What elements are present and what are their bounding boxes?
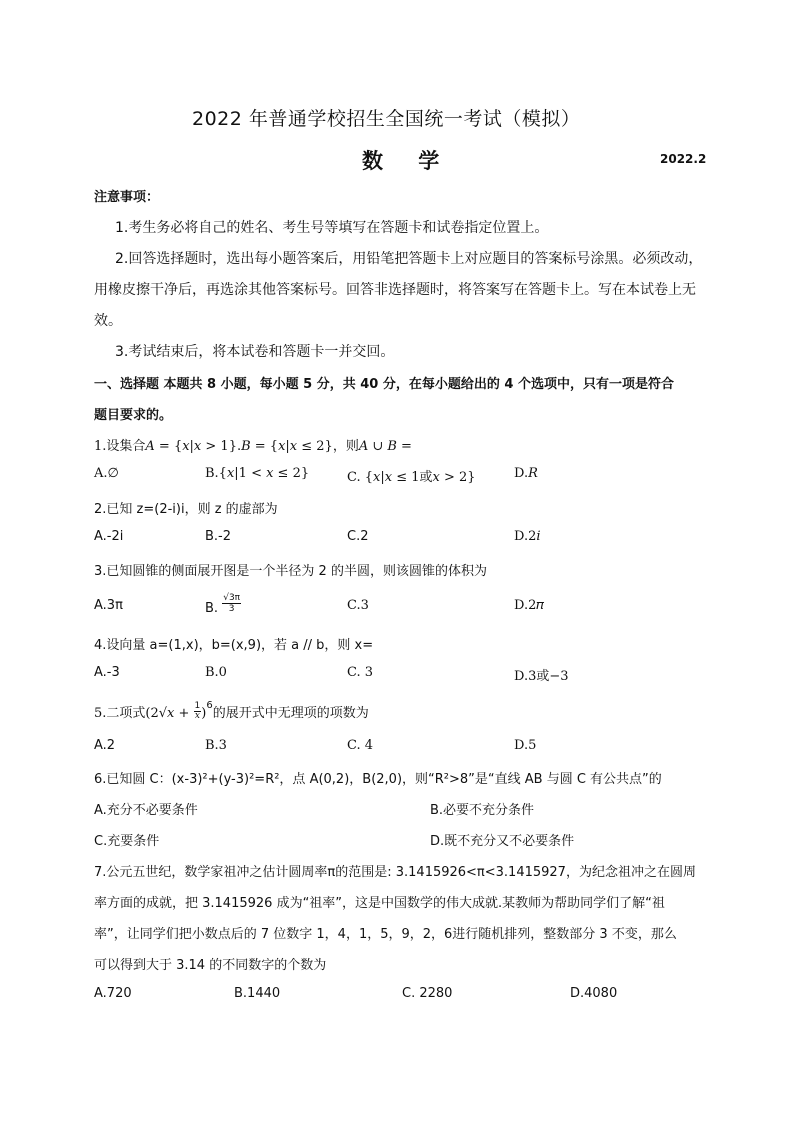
q4-option-a: A.-3 [94, 665, 120, 680]
question-3-stem: 3.已知圆锥的侧面展开图是一个半径为 2 的半圆，则该圆锥的体积为 [94, 564, 487, 579]
q5-option-a: A.2 [94, 738, 116, 753]
note-item-2-line-2: 用橡皮擦干净后，再选涂其他答案标号。回答非选择题时，将答案写在答题卡上。写在本试卷上无 [94, 282, 696, 298]
q3-option-b-denominator: 3 [228, 604, 235, 614]
question-7-line-2: 率方面的成就，把 3.1415926 成为“祖率”，这是中国数学的伟大成就.某教师为帮助同学们了解“祖 [94, 896, 665, 911]
q5-option-b: B.3 [205, 738, 227, 753]
q2-option-b: B.-2 [205, 529, 232, 544]
q7-option-b: B.1440 [234, 986, 281, 1001]
q5-stem-close: ) [201, 706, 207, 721]
q5-option-c: C. 4 [347, 738, 374, 753]
question-2-stem: 2.已知 z=(2-i)i，则 z 的虚部为 [94, 502, 278, 517]
q7-option-a: A.720 [94, 986, 132, 1001]
q3-option-b [205, 593, 241, 619]
q5-fraction-numerator: 1 [194, 701, 201, 711]
q6-option-b: B.必要不充分条件 [430, 803, 535, 818]
note-item-1: 1.考生务必将自己的姓名、考生号等填写在答题卡和试卷指定位置上。 [115, 220, 549, 236]
question-7-line-1: 7.公元五世纪，数学家祖冲之估计圆周率π的范围是: 3.1415926<π<3.1415927，为纪念祖冲之在圆周 [94, 865, 696, 880]
q5-stem-prefix: 5.二项式(2√𝑥 + [94, 706, 194, 721]
q7-option-c: C. 2280 [402, 986, 453, 1001]
q7-option-d: D.4080 [570, 986, 618, 1001]
q6-option-a: A.充分不必要条件 [94, 803, 198, 818]
note-item-2-line-1: 2.回答选择题时，选出每小题答案后，用铅笔把答题卡上对应题目的答案标号涂黑。必须改动， [115, 251, 703, 267]
question-6-stem: 6.已知圆 C：(x-3)²+(y-3)²=R²，点 A(0,2)，B(2,0)，则“R²>8”是“直线 AB 与圆 C 有公共点”的 [94, 772, 662, 787]
q6-option-c: C.充要条件 [94, 834, 160, 849]
q3-option-b-label: B. [205, 601, 219, 616]
question-7-line-3: 率”，让同学们把小数点后的 7 位数字 1，4，1，5，9，2，6进行随机排列，整数部分 3 不变，那么 [94, 927, 677, 942]
subject-title: 数 学 [362, 149, 454, 173]
q5-option-d: D.5 [514, 738, 537, 753]
exam-title: 2022 年普通学校招生全国统一考试（模拟） [192, 108, 581, 130]
q5-fraction-denominator: 𝑥 [194, 711, 200, 721]
q5-stem-suffix: 的展开式中无理项的项数为 [212, 706, 369, 721]
q1-option-d: D.𝑅 [514, 466, 538, 481]
exam-date: 2022.2 [660, 152, 707, 166]
question-4-stem: 4.设向量 a=(1,x)，b=(x,9)，若 a // b，则 x= [94, 638, 374, 653]
section-heading-line-2: 题目要求的。 [94, 408, 173, 423]
note-item-3: 3.考试结束后，将本试卷和答题卡一并交回。 [115, 344, 395, 360]
q3-option-a: A.3π [94, 598, 123, 613]
q2-option-c: C.2 [347, 529, 369, 544]
q4-option-d: D.3或−3 [514, 669, 569, 684]
q1-option-c: C. {𝑥|𝑥 ≤ 1或𝑥 > 2} [347, 470, 476, 485]
note-item-2-line-3: 效。 [94, 313, 122, 329]
question-1-stem: 1.设集合𝐴 = {𝑥|𝑥 > 1}.𝐵 = {𝑥|𝑥 ≤ 2}，则𝐴 ∪ 𝐵 = [94, 439, 412, 454]
q3-option-b-fraction [222, 593, 241, 614]
q4-option-b: B.0 [205, 665, 227, 680]
q3-option-c: C.3 [347, 598, 369, 613]
q5-stem-fraction [194, 702, 202, 721]
notes-heading: 注意事项： [94, 190, 160, 205]
question-5-stem [94, 699, 369, 723]
q3-option-d: D.2𝜋 [514, 598, 545, 613]
q5-stem-exponent: 6 [206, 699, 213, 711]
q2-option-d: D.2𝑖 [514, 529, 541, 544]
q2-option-a: A.-2i [94, 529, 124, 544]
q1-option-b: B.{𝑥|1 < 𝑥 ≤ 2} [205, 466, 310, 481]
q6-option-d: D.既不充分又不必要条件 [430, 834, 575, 849]
section-heading-line-1: 一、选择题 本题共 8 小题，每小题 5 分，共 40 分，在每小题给出的 4 个选项中，只有一项是符合 [94, 377, 674, 392]
q1-option-a: A.∅ [94, 466, 119, 481]
q3-option-b-numerator: √3π [223, 593, 241, 603]
question-7-line-4: 可以得到大于 3.14 的不同数字的个数为 [94, 958, 327, 973]
q4-option-c: C. 3 [347, 665, 374, 680]
